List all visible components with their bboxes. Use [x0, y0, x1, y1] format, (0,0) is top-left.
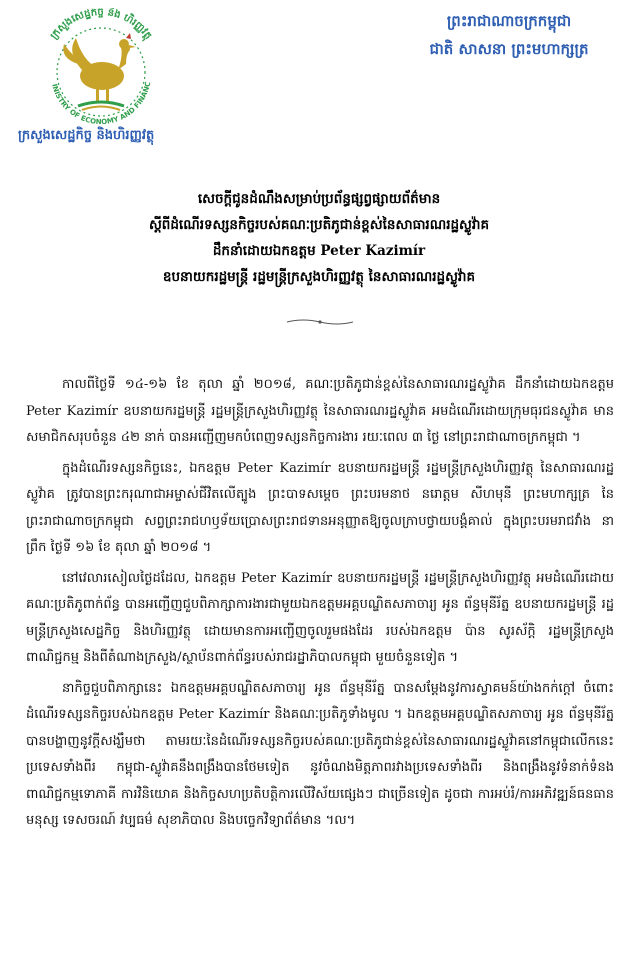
paragraph-3: នៅវេលារសៀលថ្ងៃដដែល, ឯកឧត្តម Peter Kazimír ឧបនាយករដ្ឋមន្ត្រី រដ្ឋមន្ត្រីក្រសួងហិរញ្ញវត្ថុ អមដំណើរដោយគណៈប្រតិភូពាក់ព័ន្ធ បានអញ្ជើញជួបពិភាក្សាការងារជាមួយឯកឧត្តមអគ្គបណ្ឌិតសភាចារ្យ អូន ព័ន្ធមុនីរ័ត្ន ឧបនាយករដ្ឋមន្ត្រី រដ្ឋមន្ត្រីក្រសួងសេដ្ឋកិច្ច និងហិរញ្ញវត្ថុ ដោយមានការអញ្ជើញចូលរួមផងដែរ របស់ឯកឧត្តម ប៉ាន សូរស័ក្តិ រដ្ឋមន្ត្រីក្រសួងពាណិជ្ជកម្ម និងពីតំណាងក្រសួង/ស្ថាប័នពាក់ព័ន្ធរបស់រាជរដ្ឋាភិបាលកម្ពុជា មួយចំនួនទៀត ។ [26, 570, 614, 665]
ornament-divider-icon [285, 318, 355, 326]
press-release-title [30, 186, 608, 290]
rooster-emblem-icon [26, 8, 176, 126]
paragraph-2: ក្នុងដំណើរទស្សនកិច្ចនេះ, ឯកឧត្តម Peter Kazimír ឧបនាយករដ្ឋមន្ត្រី រដ្ឋមន្ត្រីក្រសួងហិរញ្ញវត្ថុ នៃសាធារណរដ្ឋស្លូវ៉ាគ ត្រូវបានព្រះករុណាជាអម្ចាស់ជីវិតលើត្បូង ព្រះបាទសម្តេច ព្រះបរមនាថ នរោត្តម សីហមុនី ព្រះមហាក្សត្រ នៃព្រះរាជាណាចក្រកម្ពុជា សព្វព្រះរាជហឫទ័យប្រោសព្រះរាជទានអនុញ្ញាតឱ្យចូលក្រាបថ្វាយបង្គំគាល់ ក្នុងព្រះបរមរាជវាំង នាព្រឹក ថ្ងៃទី ១៦ ខែ តុលា ឆ្នាំ ២០១៨ ។ [26, 460, 614, 555]
emblem-ring-text: ក្រសួងសេដ្ឋកិច្ច និង ហិរញ្ញវត្ថុ [48, 8, 154, 42]
kingdom-name: ព្រះរាជាណាចក្រកម្ពុជា [446, 12, 572, 30]
paragraph-1: កាលពីថ្ងៃទី ១៤-១៦ ខែ តុលា ឆ្នាំ ២០១៨, គណៈប្រតិភូជាន់ខ្ពស់នៃសាធារណរដ្ឋស្លូវ៉ាគ ដឹកនាំដោយឯកឧត្តម Peter Kazimír ឧបនាយករដ្ឋមន្ត្រី រដ្ឋមន្ត្រីក្រសួងហិរញ្ញវត្ថុ នៃសាធារណរដ្ឋស្លូវ៉ាគ អមដំណើរដោយក្រុមធុរជនស្លូវ៉ាគ មានសមាជិកសរុបចំនួន ៤២ នាក់ បានអញ្ជើញមកបំពេញទស្សនកិច្ចការងារ រយៈពេល ៣ ថ្ងៃ នៅព្រះរាជាណាចក្រកម្ពុជា ។ [26, 377, 614, 445]
paragraph-4: នាកិច្ចជួបពិភាក្សានេះ ឯកឧត្តមអគ្គបណ្ឌិតសភាចារ្យ អូន ព័ន្ធមុនីរ័ត្ន បានសម្តែងនូវការស្វាគមន៍យ៉ាងកក់ក្តៅ ចំពោះដំណើរទស្សនកិច្ចរបស់ឯកឧត្តម Peter Kazimír និងគណៈប្រតិភូទាំងមូល ។ ឯកឧត្តមអគ្គបណ្ឌិតសភាចារ្យ អូន ព័ន្ធមុនីរ័ត្ន បានបង្ហាញនូវក្តីសង្ឃឹមថា តាមរយៈនៃដំណើរទស្សនកិច្ចរបស់គណៈប្រតិភូជាន់ខ្ពស់នៃសាធារណរដ្ឋស្លូវ៉ាគនៅកម្ពុជាលើកនេះ ប្រទេសទាំងពីរ កម្ពុជា-ស្លូវ៉ាគនឹងពង្រឹងបានថែមទៀត នូវចំណងមិត្តភាពរវាងប្រទេសទាំងពីរ និងពង្រឹងនូវទំនាក់ទំនងពាណិជ្ជកម្មទោភាគី ការវិនិយោគ និងកិច្ចសហប្រតិបត្តិការលើវិស័យផ្សេងៗ ជាច្រើនទៀត ដូចជា ការអប់រំ/ការអភិវឌ្ឍន៍ធនធានមនុស្ស ទេសចរណ៍ វប្បធម៌ សុខាភិបាល និងបច្ចេកវិទ្យាព័ត៌មាន ។ល។ [26, 680, 614, 828]
ministry-emblem [26, 8, 176, 126]
letterhead [0, 0, 638, 160]
title-line-3: ដឹកនាំដោយឯកឧត្តម Peter Kazimír [212, 243, 426, 259]
national-motto: ជាតិ សាសនា ព្រះមហាក្សត្រ [429, 40, 589, 58]
title-line-1: សេចក្តីជូនដំណឹងសម្រាប់ប្រព័ន្ធផ្សព្វផ្សាយព័ត៌មាន [197, 191, 441, 207]
svg-text:ក្រសួងសេដ្ឋកិច្ច និង ហិរញ្ញវត្ [49, 8, 154, 43]
title-line-4: ឧបនាយករដ្ឋមន្ត្រី រដ្ឋមន្ត្រីក្រសួងហិរញ្ញវត្ថុ នៃសាធារណរដ្ឋស្លូវ៉ាគ [162, 269, 476, 285]
article-body [26, 372, 614, 839]
ministry-name: ក្រសួងសេដ្ឋកិច្ច និងហិរញ្ញវត្ថុ [18, 128, 155, 143]
emblem-caption: INISTRY OF ECONOMY AND FINANC [50, 81, 153, 126]
title-line-2: ស្តីពីដំណើរទស្សនកិច្ចរបស់គណៈប្រតិភូជាន់ខ្ពស់នៃសាធារណរដ្ឋស្លូវ៉ាគ [148, 217, 490, 233]
